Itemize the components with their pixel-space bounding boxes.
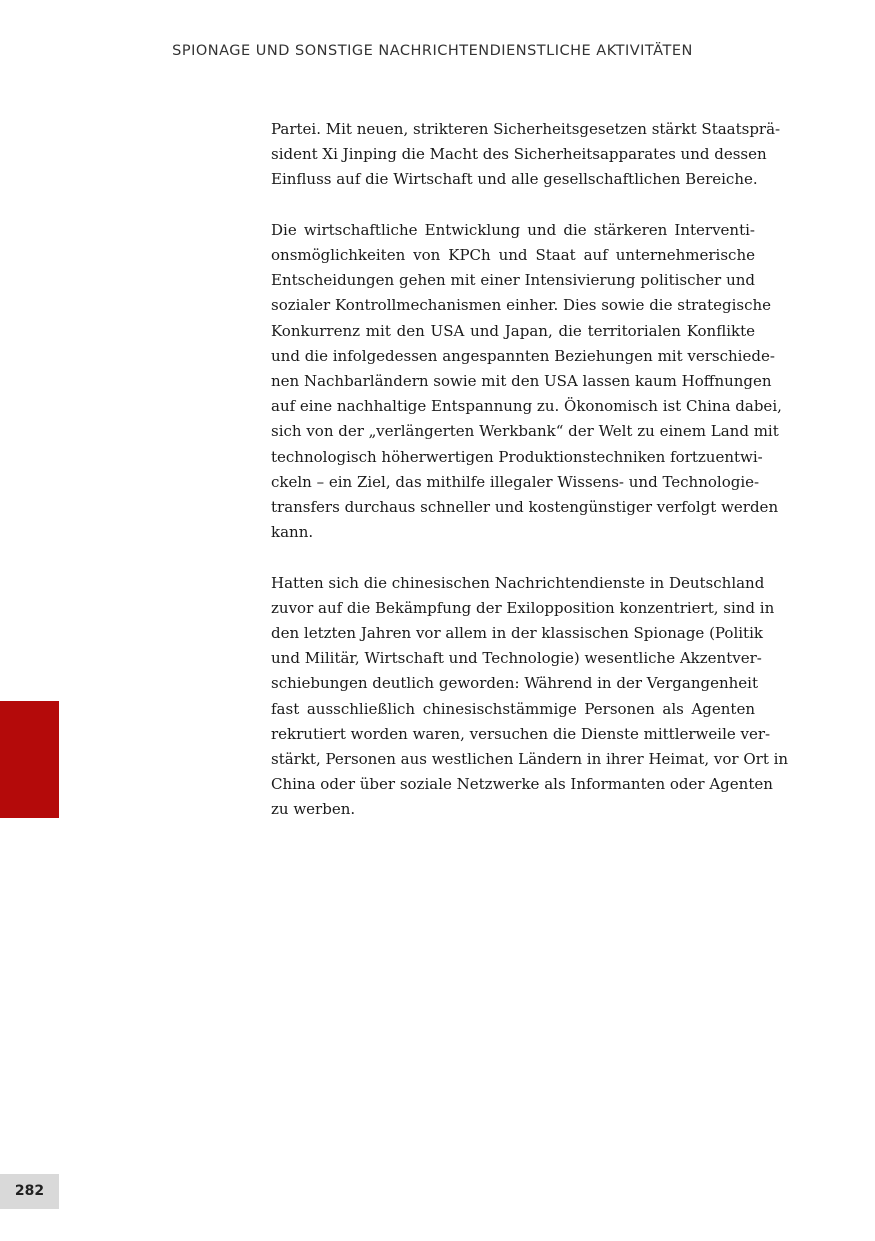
text-line: sich von der „verlängerten Werkbank“ der Welt zu einem Land mit: [271, 422, 779, 441]
text-line: schiebungen deutlich geworden: Während in der Vergangenheit: [271, 674, 758, 693]
paragraph-1: [271, 117, 781, 193]
text-line: stärkt, Personen aus westlichen Ländern in ihrer Heimat, vor Ort in: [271, 750, 789, 769]
text-line: auf eine nachhaltige Entspannung zu. Ökonomisch ist China dabei,: [271, 397, 782, 416]
page-number: 282: [14, 1183, 45, 1199]
text-line: Partei. Mit neuen, strikteren Sicherheitsgesetzen stärkt Staatsprä-: [271, 120, 781, 138]
text-line: technologisch höherwertigen Produktionstechniken fortzuentwi-: [271, 447, 763, 466]
text-line: fast ausschließlich chinesischstämmige Personen als Agenten: [271, 699, 755, 718]
text-line: den letzten Jahren vor allem in der klassischen Spionage (Politik: [271, 624, 763, 643]
text-line: zu werben.: [271, 800, 356, 819]
text-line: China oder über soziale Netzwerke als Informanten oder Agenten: [271, 775, 773, 794]
paragraph-2: [271, 218, 782, 546]
text-line: onsmöglichkeiten von KPCh und Staat auf unternehmerische: [271, 246, 755, 264]
text-line: kann.: [271, 523, 314, 542]
text-line: Hatten sich die chinesischen Nachrichtendienste in Deutschland: [271, 573, 765, 592]
running-header: SPIONAGE UND SONSTIGE NACHRICHTENDIENSTLICHE AKTIVITÄTEN: [172, 43, 693, 59]
text-line: ckeln – ein Ziel, das mithilfe illegaler Wissens- und Technologie-: [271, 472, 760, 491]
text-line: Die wirtschaftliche Entwicklung und die stärkeren Interventi-: [271, 220, 755, 239]
text-line: transfers durchaus schneller und kostengünstiger verfolgt werden: [271, 498, 779, 517]
paragraph-3: [271, 571, 789, 823]
text-line: Konkurrenz mit den USA und Japan, die territorialen Konflikte: [271, 321, 755, 340]
text-line: Entscheidungen gehen mit einer Intensivierung politischer und: [271, 271, 755, 290]
text-line: und Militär, Wirtschaft und Technologie) wesentliche Akzentver-: [271, 649, 762, 668]
body-text: [271, 117, 789, 848]
chapter-tab-marker: [0, 701, 59, 818]
text-line: Einfluss auf die Wirtschaft und alle gesellschaftlichen Bereiche.: [271, 170, 758, 189]
text-line: zuvor auf die Bekämpfung der Exilopposition konzentriert, sind in: [271, 598, 775, 617]
text-line: sozialer Kontrollmechanismen einher. Dies sowie die strategische: [271, 296, 772, 315]
text-line: sident Xi Jinping die Macht des Sicherheitsapparates und dessen: [271, 145, 767, 164]
text-line: rekrutiert worden waren, versuchen die Dienste mittlerweile ver-: [271, 724, 771, 743]
text-line: nen Nachbarländern sowie mit den USA lassen kaum Hoffnungen: [271, 372, 772, 391]
page-number-box: [0, 1174, 59, 1209]
text-line: und die infolgedessen angespannten Beziehungen mit verschiede-: [271, 346, 775, 365]
